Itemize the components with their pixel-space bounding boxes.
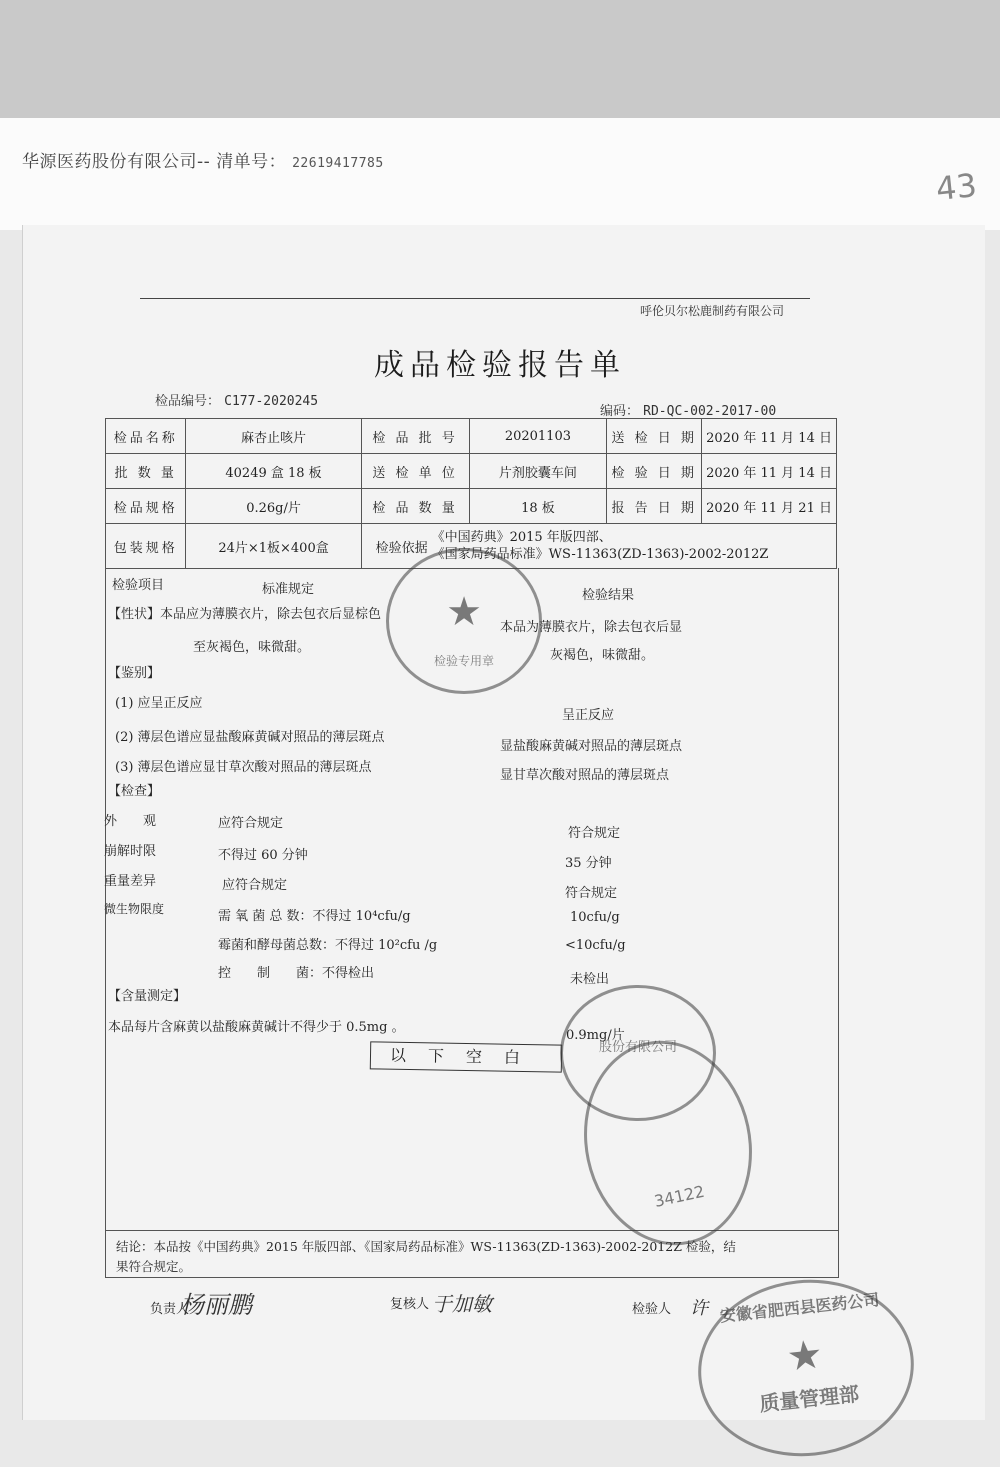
info-table	[105, 418, 837, 569]
stamp-text-1: 检验专用章	[433, 654, 494, 668]
prop-res-2: 灰褐色，味微甜。	[550, 648, 655, 663]
basis-line-1: 《中国药典》2015 年版四部、	[431, 530, 612, 545]
send-unit-label: 送 检 单 位	[361, 454, 469, 489]
prop-std-2: 至灰褐色，味微甜。	[193, 640, 311, 655]
scan-top-band	[0, 0, 1000, 118]
disint-res: 35 分钟	[565, 856, 612, 871]
chk-head: 【检查】	[108, 784, 161, 799]
batch-label: 检 品 批 号	[361, 419, 469, 454]
name-label: 检品名称	[106, 419, 186, 454]
inspection-stamp	[386, 548, 542, 694]
appear-res: 符合规定	[568, 826, 621, 841]
report-date-value: 2020 年 11 月 21 日	[702, 489, 837, 524]
review-signature: 于加敏	[432, 1292, 492, 1316]
conclusion-box	[105, 1230, 839, 1278]
id3-res: 显甘草次酸对照品的薄层斑点	[500, 768, 670, 783]
id-head: 【鉴别】	[108, 666, 161, 681]
assay-std: 本品每片含麻黄以盐酸麻黄碱计不得少于 0.5mg 。	[108, 1020, 405, 1035]
disint-label: 崩解时限	[104, 844, 157, 859]
list-header	[22, 147, 384, 172]
id1-std: (1) 应呈正反应	[115, 696, 203, 711]
aero-std: 需 氧 菌 总 数：不得过 10⁴cfu/g	[218, 909, 411, 924]
pack-value: 24片×1板×400盒	[186, 524, 361, 569]
qty-value: 40249 盒 18 板	[186, 454, 361, 489]
mold-res: <10cfu/g	[565, 938, 626, 953]
doc-code	[600, 400, 776, 419]
prop-head: 【性状】	[108, 607, 161, 622]
weight-std: 应符合规定	[222, 878, 288, 893]
prop-std-1	[108, 603, 381, 622]
spec-label: 检品规格	[106, 489, 186, 524]
star-icon: ★	[784, 1331, 825, 1381]
blank-marker: 以下空白	[370, 1041, 562, 1072]
weight-res: 符合规定	[565, 886, 618, 901]
inspector-label: 检验人	[632, 1302, 672, 1317]
stamp-text-5: 质量管理部	[758, 1381, 861, 1416]
stamp-text-4: 安徽省肥西县医药公司	[719, 1290, 881, 1326]
sample-no-label: 检品编号：	[155, 394, 221, 409]
disint-std: 不得过 60 分钟	[218, 848, 308, 863]
ctrl-res: 未检出	[570, 972, 610, 987]
sample-no-value: C177-2020245	[224, 394, 319, 409]
conclusion-line-2: 果符合规定。	[116, 1259, 192, 1274]
col-item: 检验项目	[112, 578, 165, 593]
stamp-text-3: 34122	[652, 1181, 707, 1211]
resp-signature: 杨丽鹏	[180, 1291, 252, 1319]
appear-label: 外 观	[104, 814, 157, 829]
table-row	[106, 419, 837, 454]
report-date-label: 报 告 日 期	[607, 489, 702, 524]
sample-qty-value: 18 板	[469, 489, 607, 524]
ctrl-std: 控 制 菌：不得检出	[218, 966, 375, 981]
send-unit-value: 片剂胶囊车间	[469, 454, 607, 489]
check-date-value: 2020 年 11 月 14 日	[702, 454, 837, 489]
send-date-label: 送 检 日 期	[607, 419, 702, 454]
micro-label: 微生物限度	[104, 902, 165, 916]
assay-res: 0.9mg/片	[566, 1028, 625, 1043]
stamp-text-2: 股份有限公司	[598, 1040, 677, 1055]
page-mark: 43	[934, 165, 979, 209]
qty-label: 批 数 量	[106, 454, 186, 489]
inspector-signature: 许	[690, 1298, 708, 1319]
col-result: 检验结果	[582, 588, 635, 603]
review-label: 复核人	[390, 1297, 430, 1312]
id1-res: 呈正反应	[562, 708, 615, 723]
resp-label: 负责人	[150, 1302, 190, 1317]
check-date-label: 检 验 日 期	[607, 454, 702, 489]
sample-number	[155, 390, 318, 409]
assay-head: 【含量测定】	[108, 989, 187, 1004]
name-value: 麻杏止咳片	[186, 419, 361, 454]
list-number: 22619417785	[292, 156, 384, 171]
header-strip	[0, 118, 1000, 230]
pack-label: 包装规格	[106, 524, 186, 569]
batch-value: 20201103	[469, 419, 607, 454]
star-icon: ★	[446, 589, 482, 635]
mold-std: 霉菌和酵母菌总数：不得过 10²cfu /g	[218, 938, 438, 953]
prop-res-1: 本品为薄膜衣片，除去包衣后显	[500, 620, 683, 635]
sample-qty-label: 检 品 数 量	[361, 489, 469, 524]
code-label: 编码：	[600, 404, 640, 419]
issuer-company: 呼伦贝尔松鹿制药有限公司	[640, 304, 785, 318]
conclusion-line-1: 结论：本品按《中国药典》2015 年版四部、《国家局药品标准》WS-11363(ZD-1363)-2002-2012Z 检验，结	[116, 1239, 736, 1254]
send-date-value: 2020 年 11 月 14 日	[702, 419, 837, 454]
id3-std: (3) 薄层色谱应显甘草次酸对照品的薄层斑点	[115, 760, 372, 775]
table-row	[106, 489, 837, 524]
appear-std: 应符合规定	[218, 816, 284, 831]
prop-std-text: 本品应为薄膜衣片，除去包衣后显棕色	[160, 607, 382, 622]
id2-res: 显盐酸麻黄碱对照品的薄层斑点	[500, 739, 683, 754]
basis-line-2: 《国家局药品标准》WS-11363(ZD-1363)-2002-2012Z	[431, 547, 769, 562]
table-row	[106, 454, 837, 489]
id2-std: (2) 薄层色谱应显盐酸麻黄碱对照品的薄层斑点	[115, 730, 385, 745]
weight-label: 重量差异	[104, 874, 157, 889]
list-label: 清单号：	[216, 152, 287, 172]
spec-value: 0.26g/片	[186, 489, 361, 524]
header-company: 华源医药股份有限公司--	[22, 152, 211, 172]
basis-label: 检验依据	[375, 540, 428, 556]
aero-res: 10cfu/g	[570, 910, 620, 925]
report-title: 成品检验报告单	[374, 348, 626, 383]
code-value: RD-QC-002-2017-00	[643, 404, 777, 419]
col-standard: 标准规定	[262, 582, 315, 597]
top-rule	[140, 298, 810, 299]
